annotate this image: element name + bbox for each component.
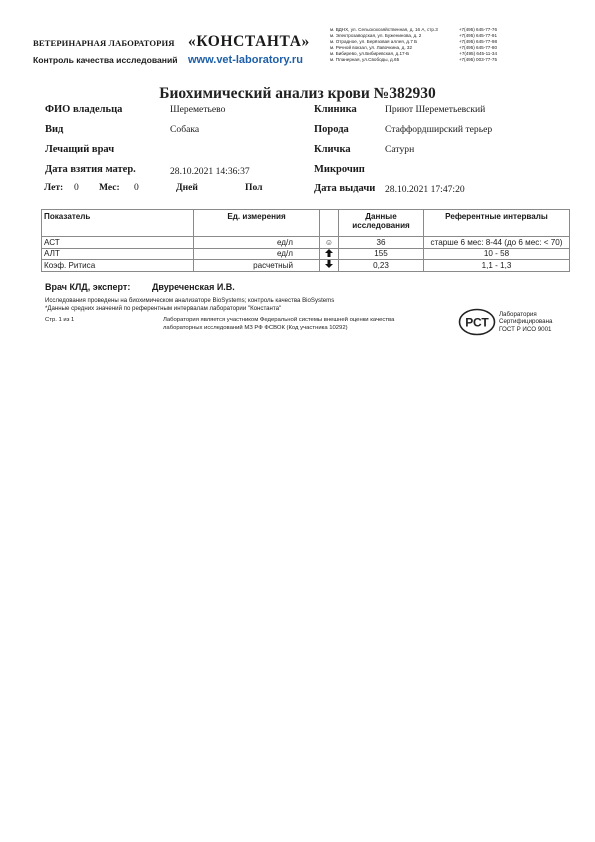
indicator-value: 0,23 — [339, 260, 424, 272]
years-label: Лет: — [44, 182, 64, 193]
address-line: м. Отрадное, ул. Берёзовая аллея, д.7 Б — [330, 39, 418, 45]
certification-logo — [458, 308, 496, 336]
phone-line: +7(495) 645-77-91 — [458, 33, 497, 39]
indicator-unit: ед/л — [194, 237, 320, 249]
phone-line: +7(495) 645-77-76 — [458, 27, 497, 32]
indicator-unit: ед/л — [194, 248, 320, 260]
nickname-label: Кличка — [314, 144, 351, 155]
breed-value: Стаффордширский терьер — [385, 124, 493, 135]
expert-label: Врач КЛД, эксперт: — [45, 282, 131, 292]
report-title: Биохимический анализ крови №382930 — [159, 85, 436, 102]
phone-line: +7(495) 003-77-75 — [458, 57, 497, 63]
address-line: м. ВДНХ, ул. Сельскохозяйственная, д. 16 А, стр.3 — [330, 27, 438, 32]
months-label: Мес: — [99, 182, 120, 193]
cert-line: Сертифицирована — [499, 318, 553, 326]
fsvok-line-2: лабораторных исследований МЗ РФ ФСВОК (Код участника 10292) — [163, 325, 348, 331]
days-label: Дней — [176, 182, 198, 193]
phone-line: +7(495) 645-77-80 — [458, 45, 497, 51]
pct-logo-icon — [458, 308, 496, 336]
col-ref-header: Референтные интервалы — [424, 210, 570, 237]
doctor-label: Лечащий врач — [45, 144, 115, 155]
phone-line: +7(495) 645-77-98 — [458, 39, 497, 45]
certification-text — [499, 311, 552, 333]
indicator-reference: старше 6 мес: 8-44 (до 6 мес: < 70) — [424, 237, 570, 249]
col-unit-header: Ед. измерения — [194, 210, 320, 237]
pct-logo-text: РСТ — [465, 315, 489, 330]
table-header-row — [42, 210, 570, 237]
indicator-name: АСТ — [42, 237, 194, 249]
col-data-header: Данные исследования — [339, 210, 424, 237]
clinic-value: Приют Шереметьевский — [385, 104, 486, 115]
results-table — [41, 209, 570, 272]
indicator-reference: 1,1 - 1,3 — [424, 260, 570, 272]
lab-type-label: ВЕТЕРИНАРНАЯ ЛАБОРАТОРИЯ — [33, 38, 175, 48]
owner-label: ФИО владельца — [45, 104, 123, 115]
phone-line: +7(495) 645-11-34 — [459, 51, 497, 57]
lab-phones — [450, 27, 497, 63]
lab-name: «КОНСТАНТА» — [188, 33, 310, 50]
table-row — [42, 260, 570, 272]
analyzer-note: Исследования проведены на биохимическом анализаторе BioSystems; контроль качества BioSystems — [45, 297, 335, 304]
arrow-down-icon — [325, 260, 333, 268]
sex-label: Пол — [245, 182, 263, 193]
indicator-value: 155 — [339, 248, 424, 260]
owner-value: Шереметьево — [170, 104, 226, 115]
table-row — [42, 248, 570, 260]
indicator-name: Коэф. Ритиса — [42, 260, 194, 272]
indicator-unit: расчетный — [194, 260, 320, 272]
table-row — [42, 237, 570, 249]
clinic-label: Клиника — [314, 104, 357, 115]
sample-date-value: 28.10.2021 14:36:37 — [170, 166, 250, 177]
reference-note: *Данные средних значений по референтным интервалам лаборатории "Константа" — [45, 305, 282, 312]
arrow-up-icon — [325, 249, 333, 257]
fsvok-line-1: Лаборатория является участником Федеральной системы внешней оценки качества — [163, 317, 395, 323]
address-line: м. Речной вокзал, ул. Лавочкина, д. 32 — [330, 45, 412, 51]
page-number: Стр. 1 из 1 — [45, 317, 75, 323]
issue-date-label: Дата выдачи — [314, 183, 376, 194]
cert-line: ГОСТ Р ИСО 9001 — [499, 325, 552, 333]
species-value: Собака — [170, 124, 200, 135]
col-flag-header — [320, 210, 339, 237]
lab-website-link[interactable]: www.vet-laboratory.ru — [188, 54, 303, 66]
years-value: 0 — [74, 182, 79, 193]
col-indicator-header: Показатель — [42, 210, 194, 237]
sample-date-label: Дата взятия матер. — [45, 164, 136, 175]
lab-subtitle: Контроль качества исследований — [33, 55, 178, 65]
expert-name: Двуреченская И.В. — [152, 282, 235, 292]
indicator-value: 36 — [339, 237, 424, 249]
indicator-name: АЛТ — [42, 248, 194, 260]
arrow-down-icon — [320, 260, 339, 272]
arrow-up-icon — [320, 248, 339, 260]
nickname-value: Сатурн — [385, 144, 415, 155]
issue-date-value: 28.10.2021 17:47:20 — [385, 184, 465, 195]
address-line: м. Бибирево, ул.Бибиревская, д.17-Б — [330, 51, 410, 57]
cert-line: Лаборатория — [499, 311, 537, 318]
months-value: 0 — [134, 182, 139, 193]
address-line: м. Планерная, ул.Свободы, д.65 — [330, 57, 400, 63]
microchip-label: Микрочип — [314, 164, 365, 175]
species-label: Вид — [45, 124, 64, 135]
indicator-reference: 10 - 58 — [424, 248, 570, 260]
smiley-icon: ☺ — [320, 237, 339, 249]
breed-label: Порода — [314, 124, 349, 135]
address-line: м. Электрозаводская, ул. Буженинова, д. 2 — [330, 33, 422, 39]
